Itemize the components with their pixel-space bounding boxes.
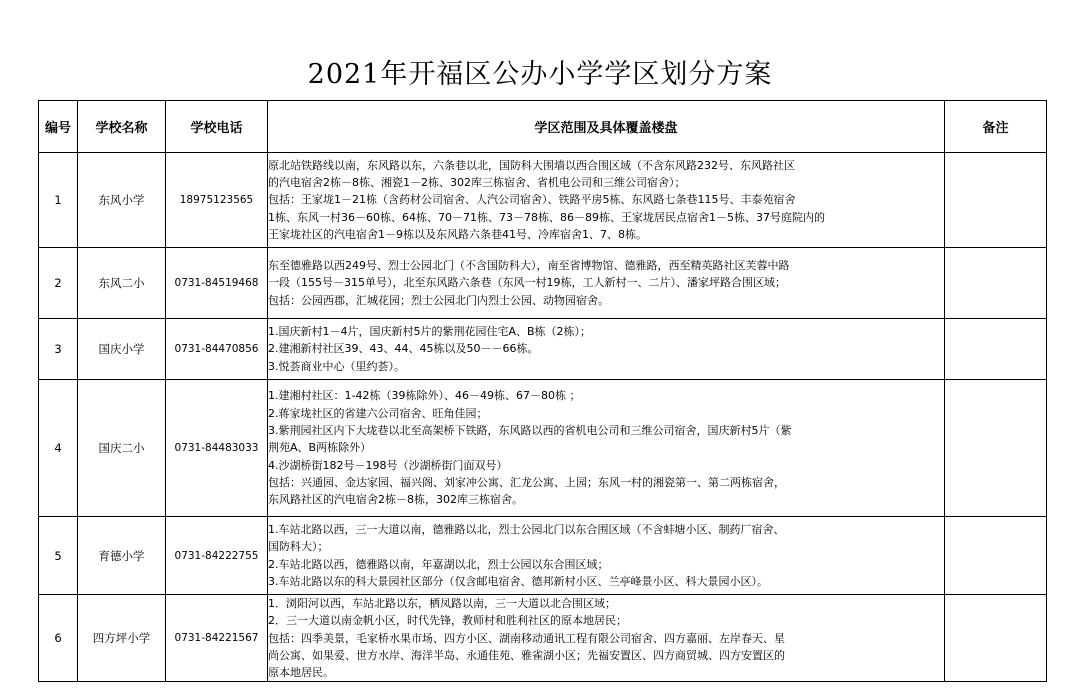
scope-line: 东至德雅路以西249号、烈士公园北门（不含国防科大），南至省博物馆、德雅路，西至精英路社区芙蓉中路 <box>268 259 790 273</box>
row-number: 2 <box>39 248 78 319</box>
scope-line: 一段（155号－315单号），北至东风路六条巷（东风一村19栋，工人新村一、二片）、潘家坪路合围区域； <box>268 276 786 290</box>
scope-line: 荆苑A、B两栋除外） <box>268 441 372 455</box>
school-phone: 0731-84483033 <box>166 380 268 517</box>
school-name: 东风小学 <box>78 153 166 248</box>
school-phone: 0731-84470856 <box>166 319 268 380</box>
scope-line: 原本地居民。 <box>268 666 334 680</box>
scope-line: 1.国庆新村1－4片，国庆新村5片的紫荆花园住宅A、B栋（2栋）； <box>268 325 592 339</box>
district-scope <box>268 319 945 380</box>
scope-line: 王家垅社区的汽电宿舍1－9栋以及东风路六条巷41号、冷库宿舍1、7、8栋。 <box>268 227 647 241</box>
school-name: 育德小学 <box>78 517 166 595</box>
scope-line: 包括：公园西郡，汇城花园；烈士公园北门内烈士公园、动物园宿舍。 <box>268 293 609 307</box>
remarks <box>945 248 1047 319</box>
school-name: 国庆二小 <box>78 380 166 517</box>
row-number: 5 <box>39 517 78 595</box>
page-title: 2021年开福区公办小学学区划分方案 <box>307 59 773 90</box>
scope-line: 3.悦荟商业中心（里约荟）。 <box>268 359 405 373</box>
school-name: 国庆小学 <box>78 319 166 380</box>
header-school-name: 学校名称 <box>78 101 166 153</box>
row-number: 4 <box>39 380 78 517</box>
table-row <box>39 595 1047 682</box>
scope-line: 4.沙湖桥街182号－198号（沙湖桥街门面双号） <box>268 458 508 472</box>
remarks <box>945 319 1047 380</box>
scope-line: 2.蒋家垅社区的省建六公司宿舍、旺角佳园； <box>268 406 488 420</box>
district-scope <box>268 248 945 319</box>
remarks <box>945 153 1047 248</box>
remarks <box>945 595 1047 682</box>
scope-line: 包括：王家垅1－21栋（含药材公司宿舍、人汽公司宿舍）、铁路平房5栋、东风路七条巷115号、丰泰苑宿舍 <box>268 193 796 207</box>
header-district-scope: 学区范围及具体覆盖楼盘 <box>268 101 945 153</box>
scope-line: 国防科大）； <box>268 540 329 554</box>
scope-line: 3.紫荆园社区内下大垅巷以北至高架桥下铁路，东风路以西的省机电公司和三维公司宿舍，国庆新村5片（紫 <box>268 424 792 438</box>
scope-line: 包括：兴通园、金达家园、福兴阁、刘家冲公寓、汇龙公寓、上园；东风一村的湘瓷第一、第二两栋宿舍， <box>268 475 785 489</box>
district-scope <box>268 153 945 248</box>
header-no: 编号 <box>39 101 78 153</box>
school-phone: 0731-84221567 <box>166 595 268 682</box>
scope-line: 2.建湘新村社区39、43、44、45栋以及50－－66栋。 <box>268 342 539 356</box>
row-number: 1 <box>39 153 78 248</box>
scope-line: 东风路社区的汽电宿舍2栋－8栋，302库三栋宿舍。 <box>268 493 523 507</box>
school-district-table <box>38 100 1047 682</box>
remarks <box>945 517 1047 595</box>
table-row <box>39 319 1047 380</box>
scope-line: 的汽电宿舍2栋－8栋、湘瓷1－2栋、302库三栋宿舍、省机电公司和三维公司宿舍）； <box>268 176 686 190</box>
remarks <box>945 380 1047 517</box>
row-number: 3 <box>39 319 78 380</box>
district-scope <box>268 517 945 595</box>
table-row <box>39 380 1047 517</box>
scope-line: 2．三一大道以南金帆小区，时代先锋，教师村和胜利社区的原本地居民； <box>268 614 627 628</box>
school-name: 东风二小 <box>78 248 166 319</box>
scope-line: 2.车站北路以西，德雅路以南，年嘉湖以北，烈士公园以东合围区域； <box>268 557 609 571</box>
row-number: 6 <box>39 595 78 682</box>
scope-line: 3.车站北路以东的科大景园社区部分（仅含邮电宿舍、德邦新村小区、兰亭峰景小区、科大景园小区）。 <box>268 574 768 588</box>
school-phone: 0731-84519468 <box>166 248 268 319</box>
district-scope <box>268 380 945 517</box>
scope-line: 1．浏阳河以西，车站北路以东，栖凤路以南，三一大道以北合围区域； <box>268 597 616 610</box>
table-row <box>39 153 1047 248</box>
table-header-row <box>39 101 1047 153</box>
table-row <box>39 248 1047 319</box>
school-name: 四方坪小学 <box>78 595 166 682</box>
header-school-phone: 学校电话 <box>166 101 268 153</box>
district-scope <box>268 595 945 682</box>
scope-line: 原北站铁路线以南，东风路以东，六条巷以北，国防科大围墙以西合围区域（不含东风路232号、东风路社区 <box>268 158 795 172</box>
school-phone: 0731-84222755 <box>166 517 268 595</box>
scope-line: 尚公寓、如果爱、世方水岸、海洋半岛、永通佳苑、雅雀湖小区；先福安置区、四方商贸城、四方安置区的 <box>268 648 785 662</box>
table-row <box>39 517 1047 595</box>
scope-line: 1栋、东风一村36－60栋、64栋、70－71栋、73－78栋、86－89栋、王家垅居民点宿舍1－5栋、37号庭院内的 <box>268 210 825 224</box>
school-phone: 18975123565 <box>166 153 268 248</box>
scope-line: 包括：四季美景，毛家桥水果市场、四方小区、湖南移动通讯工程有限公司宿舍、四方嘉丽、左岸春天、星 <box>268 631 785 645</box>
header-remarks: 备注 <box>945 101 1047 153</box>
scope-line: 1.车站北路以西，三一大道以南，德雅路以北，烈士公园北门以东合围区域（不含蚌塘小区、制药厂宿舍、 <box>268 522 785 536</box>
scope-line: 1.建湘村社区：1-42栋（39栋除外）、46－49栋、67－80栋 ； <box>268 389 581 403</box>
